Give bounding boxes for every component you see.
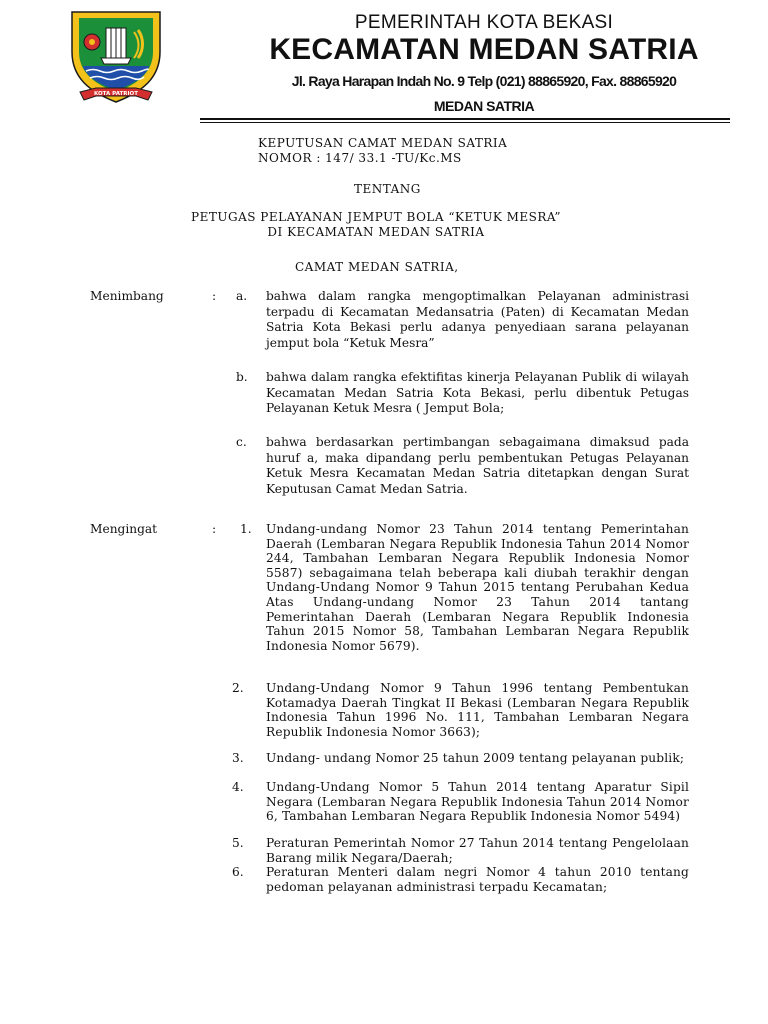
list-marker: b. — [236, 370, 248, 384]
logo-ribbon-text: KOTA PATRIOT — [93, 91, 139, 97]
list-text: bahwa dalam rangka mengoptimalkan Pelayanan administrasi terpadu di Kecamatan Medansatria (Paten) di Kecamatan Medan Satria Kota Bekasi perlu adanya penyediaan sarana pelayanan jemput bola “Ketuk Mesra” — [266, 289, 689, 350]
mengingat-colon: : — [212, 522, 217, 536]
list-text: Undang-Undang Nomor 5 Tahun 2014 tentang Aparatur Sipil Negara (Lembaran Negara Republik Indonesia Tahun 2014 Nomor 6, Tambahan Lembaran Negara Republik Indonesia Nomor 5494) — [266, 780, 689, 824]
list-text: Peraturan Menteri dalam negri Nomor 4 tahun 2010 tentang pedoman pelayanan administrasi terpadu Kecamatan; — [266, 865, 689, 894]
list-marker: 5. — [232, 836, 244, 850]
mengingat-label: Mengingat — [90, 522, 158, 536]
decree-subject — [140, 210, 612, 240]
menimbang-colon: : — [212, 289, 217, 303]
decree-about-label: TENTANG — [354, 182, 421, 196]
list-text: Undang- undang Nomor 25 tahun 2009 tentang pelayanan publik; — [266, 751, 685, 765]
letterhead-divider-thin — [200, 122, 730, 123]
list-text: Peraturan Pemerintah Nomor 27 Tahun 2014 tentang Pengelolaan Barang milik Negara/Daerah; — [266, 836, 689, 865]
decree-subject-line-1: PETUGAS PELAYANAN JEMPUT BOLA “KETUK MESRA” — [191, 210, 561, 224]
decree-official: CAMAT MEDAN SATRIA, — [295, 260, 459, 274]
letterhead-instansi: PEMERINTAH KOTA BEKASI — [354, 12, 614, 33]
list-marker: a. — [236, 289, 248, 303]
decree-subject-line-2: DI KECAMATAN MEDAN SATRIA — [267, 225, 485, 239]
decree-heading — [258, 136, 507, 166]
letterhead-divider-thick — [200, 118, 730, 120]
list-marker: 4. — [232, 780, 244, 794]
letterhead-unit: KECAMATAN MEDAN SATRIA — [269, 33, 699, 66]
list-marker: 3. — [232, 751, 244, 765]
letterhead-district: MEDAN SATRIA — [433, 98, 535, 114]
menimbang-label: Menimbang — [90, 289, 164, 303]
list-text: Undang-Undang Nomor 9 Tahun 1996 tentang Pembentukan Kotamadya Daerah Tingkat II Bekasi (Lembaran Negara Republik Indonesia Tahun 1996 No. 111, Tambahan Lembaran Negara Republik Indonesia Nomor 3663); — [266, 681, 689, 739]
list-marker: 6. — [232, 865, 244, 879]
decree-number: NOMOR : 147/ 33.1 -TU/Kc.MS — [258, 151, 462, 165]
list-marker: 2. — [232, 681, 244, 695]
letterhead — [0, 0, 768, 120]
list-text: Undang-undang Nomor 23 Tahun 2014 tentang Pemerintahan Daerah (Lembaran Negara Republik Indonesia Tahun 2014 Nomor 244, Tambahan Lembaran Negara Republik Indonesia Nomor 5587) sebagaimana telah beberapa kali diubah terakhir dengan Undang-Undang Nomor 9 Tahun 2015 tentang Perubahan Kedua Atas Undang-undang Nomor 23 Tahun 2014 tantang Pemerintahan Daerah (Lembaran Negara Republik Indonesia Tahun 2015 Nomor 58, Tambahan Lembaran Negara Republik Indonesia Nomor 5679). — [266, 522, 689, 653]
list-marker: 1. — [240, 522, 252, 536]
decree-title: KEPUTUSAN CAMAT MEDAN SATRIA — [258, 136, 508, 150]
list-text: bahwa dalam rangka efektifitas kinerja Pelayanan Publik di wilayah Kecamatan Medan Satria Kota Bekasi, perlu dibentuk Petugas Pelayanan Ketuk Mesra ( Jemput Bola; — [266, 370, 689, 415]
letterhead-address: Jl. Raya Harapan Indah No. 9 Telp (021) 88865920, Fax. 88865920 — [291, 73, 677, 89]
list-text: bahwa berdasarkan pertimbangan sebagaimana dimaksud pada huruf a, maka dipandang perlu pembentukan Petugas Pelayanan Ketuk Mesra Kecamatan Medan Satria ditetapkan dengan Surat Keputusan Camat Medan Satria. — [266, 435, 689, 496]
kota-bekasi-emblem-icon — [66, 8, 166, 108]
list-marker: c. — [236, 435, 247, 449]
